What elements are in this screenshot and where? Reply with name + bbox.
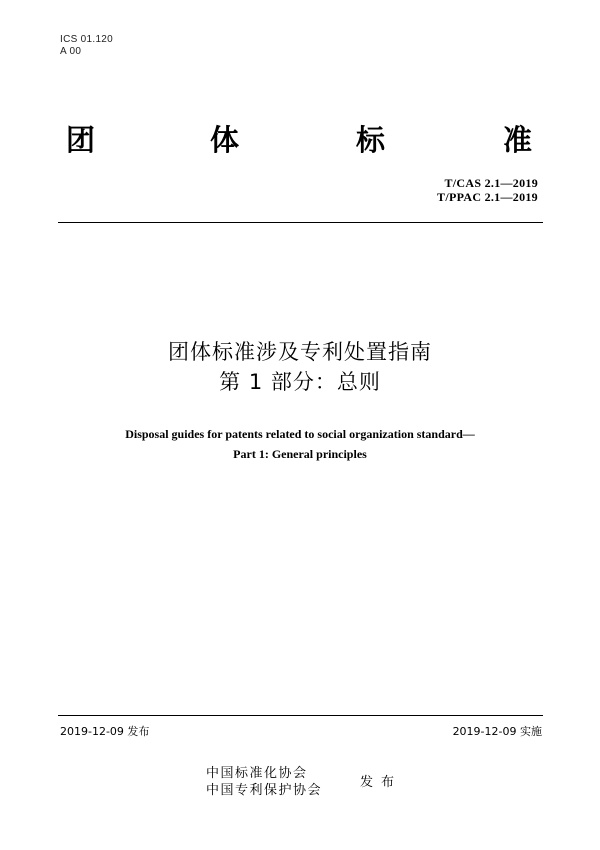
title-en-main: Disposal guides for patents related to social organization standard—	[125, 427, 475, 441]
issue-date: 2019-12-09 发布	[60, 725, 150, 738]
standard-type-char: 体	[210, 123, 240, 157]
standard-type-char: 标	[356, 123, 386, 157]
issue-label: 发布	[360, 775, 403, 790]
standard-code-cas: T/CAS 2.1—2019	[444, 176, 538, 190]
standard-type-char: 准	[503, 123, 533, 157]
top-divider	[58, 222, 543, 223]
standard-type-char: 团	[66, 123, 96, 157]
title-cn-part: 第 1 部分：总则	[219, 370, 381, 394]
title-cn-main: 团体标准涉及专利处置指南	[168, 340, 432, 364]
bottom-divider	[58, 715, 543, 716]
publisher-ppac: 中国专利保护协会	[206, 783, 323, 798]
publisher-cas: 中国标准化协会	[206, 766, 308, 781]
ccs-code: A 00	[60, 46, 82, 57]
title-en-part: Part 1: General principles	[233, 447, 367, 461]
implementation-date: 2019-12-09 实施	[452, 725, 542, 738]
ics-code: ICS 01.120	[60, 34, 114, 45]
standard-type-heading	[0, 122, 600, 162]
standard-code-ppac: T/PPAC 2.1—2019	[437, 190, 538, 204]
